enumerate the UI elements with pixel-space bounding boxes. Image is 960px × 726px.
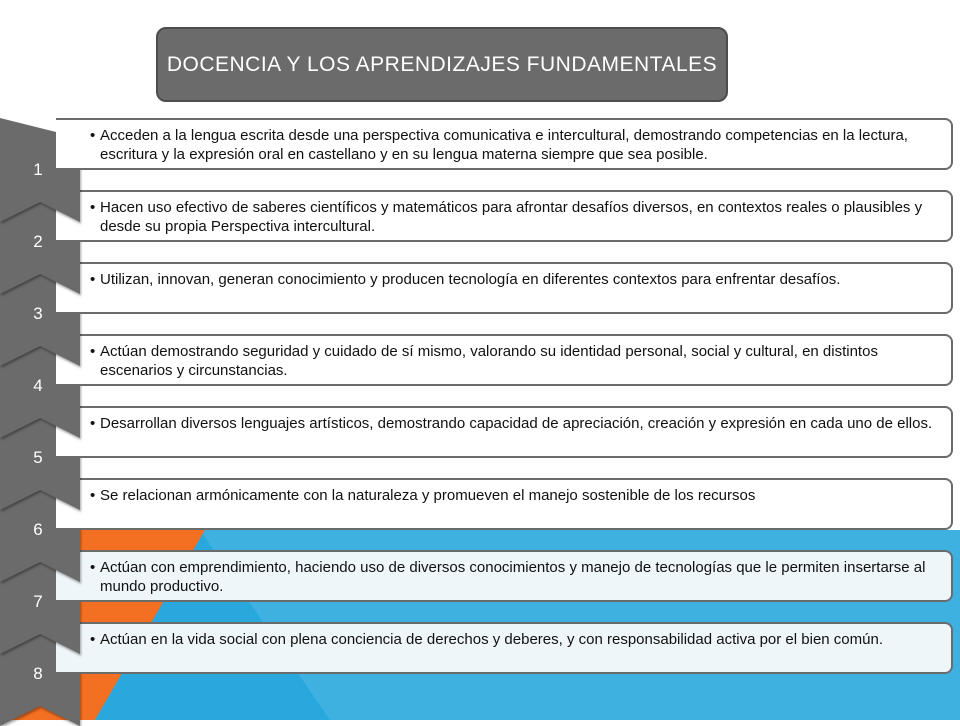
list-item xyxy=(0,190,960,262)
list-item xyxy=(0,262,960,334)
item-text: Utilizan, innovan, generan conocimiento y producen tecnología en diferentes contextos para enfrentar desafíos. xyxy=(100,271,841,288)
step-number: 3 xyxy=(33,304,43,323)
item-card xyxy=(56,478,953,530)
item-text: Se relacionan armónicamente con la naturaleza y promueven el manejo sostenible de los recursos xyxy=(100,487,756,504)
item-card xyxy=(56,190,953,242)
step-number: 8 xyxy=(33,664,43,683)
item-card xyxy=(56,262,953,314)
item-text: Actúan en la vida social con plena conciencia de derechos y deberes, y con responsabilidad activa por el bien común. xyxy=(100,631,883,648)
item-text: Desarrollan diversos lenguajes artísticos, demostrando capacidad de apreciación, creación y expresión en cada uno de ellos. xyxy=(100,415,933,432)
list-item xyxy=(0,622,960,694)
bullet-icon: • xyxy=(90,343,96,360)
item-card xyxy=(56,550,953,602)
bullet-icon: • xyxy=(90,487,96,504)
list-item xyxy=(0,478,960,550)
list-item xyxy=(0,406,960,478)
list-item xyxy=(0,118,960,190)
step-number: 7 xyxy=(33,592,43,611)
item-card xyxy=(56,406,953,458)
list-item xyxy=(0,550,960,622)
step-number: 5 xyxy=(33,448,43,467)
bullet-icon: • xyxy=(90,559,96,576)
bullet-icon: • xyxy=(90,631,96,648)
step-number: 2 xyxy=(33,232,43,251)
item-text: Actúan demostrando seguridad y cuidado de sí mismo, valorando su identidad personal, social y cultural, en distintos escenarios y circunstancias. xyxy=(100,343,878,379)
item-card xyxy=(56,334,953,386)
step-number: 6 xyxy=(33,520,43,539)
item-text: Actúan con emprendimiento, haciendo uso de diversos conocimientos y manejo de tecnologías que le permiten insertarse al mundo productivo. xyxy=(100,559,926,595)
item-card xyxy=(56,622,953,674)
bullet-icon: • xyxy=(90,199,96,216)
item-text: Hacen uso efectivo de saberes científicos y matemáticos para afrontar desafíos diversos, en contextos reales o plausibles y desde su propia Perspectiva intercultural. xyxy=(100,199,923,235)
item-card xyxy=(56,118,953,170)
bullet-icon: • xyxy=(90,127,96,144)
bullet-icon: • xyxy=(90,415,96,432)
list-item xyxy=(0,334,960,406)
step-number: 4 xyxy=(33,376,43,395)
step-number: 1 xyxy=(33,160,43,179)
item-text: Acceden a la lengua escrita desde una perspectiva comunicativa e intercultural, demostrando competencias en la lectura, escritura y la expresión oral en castellano y en su lengua materna siempre que sea posible. xyxy=(100,127,908,163)
page-title: DOCENCIA Y LOS APRENDIZAJES FUNDAMENTALES xyxy=(156,27,728,102)
bullet-icon: • xyxy=(90,271,96,288)
